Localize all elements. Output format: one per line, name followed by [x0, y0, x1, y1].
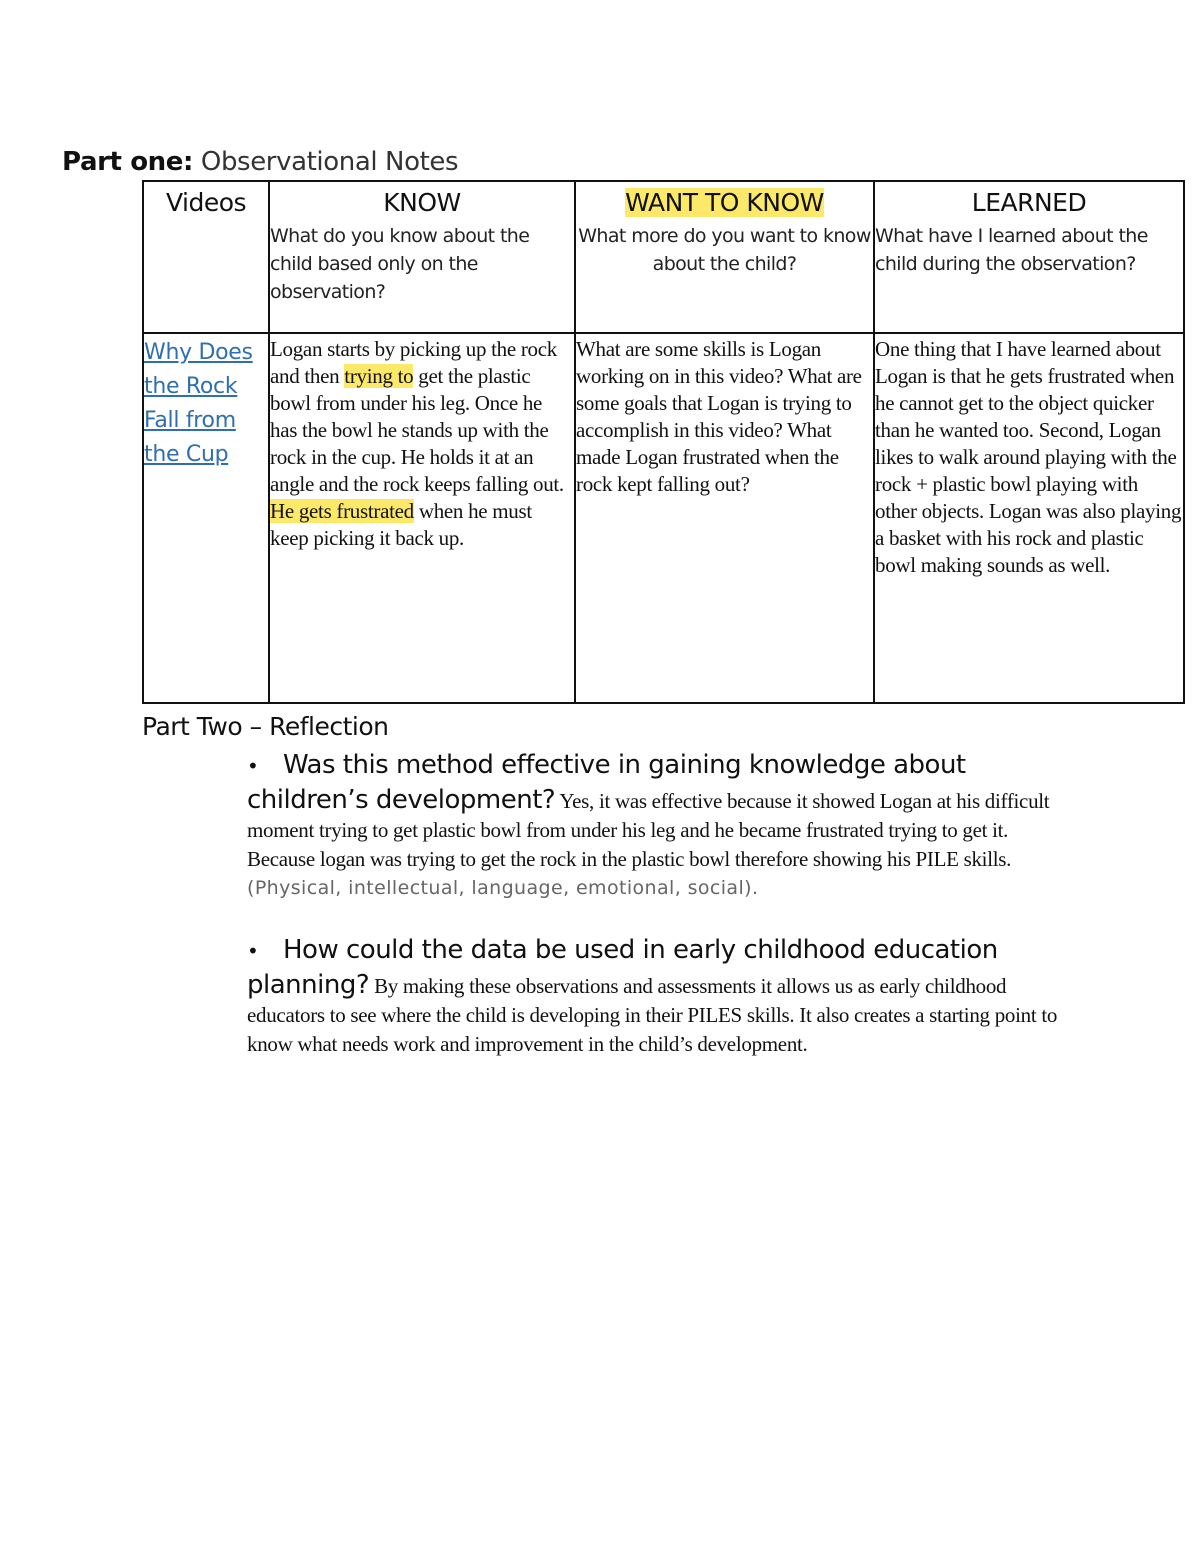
- highlight-trying-to: trying to: [344, 364, 414, 388]
- answer-1-text: Yes, it was effective because it showed Logan at his difficult moment trying to get plastic bowl from under his leg and he became frustrated trying to get it. Because logan was trying to get the rock in the plastic bowl therefore showing his PILE skills.: [247, 789, 1050, 871]
- reflection-question-2: [247, 931, 1077, 1060]
- want-cell: [575, 333, 874, 703]
- answer-2-block: [247, 972, 1077, 1060]
- question-1-text: Was this method effective in gaining knowledge about: [283, 750, 966, 780]
- answer-1-piles: (Physical, intellectual, language, emotional, social).: [247, 877, 759, 899]
- bullet-icon: •: [247, 939, 259, 963]
- question-2-text: How could the data be used in early childhood education: [283, 935, 998, 965]
- want-text: What are some skills is Logan working on in this video? What are some goals that Logan is trying to accomplish in this video? What made Logan frustrated when the rock kept falling out?: [576, 337, 862, 496]
- know-cell: [269, 333, 575, 703]
- part-one-label: Part one:: [62, 147, 194, 177]
- want-header: WANT TO KNOW: [625, 188, 824, 217]
- part-one-heading: [62, 146, 458, 178]
- question-2-continuation: planning?: [247, 970, 370, 1000]
- reflection-question-1: [247, 746, 1077, 903]
- answer-1-block: [247, 787, 1077, 903]
- part-two-heading: Part Two – Reflection: [142, 712, 389, 741]
- highlight-frustrated: He gets frustrated: [270, 499, 414, 523]
- question-1-continuation: children’s development?: [247, 785, 556, 815]
- part-one-title: Observational Notes: [200, 147, 459, 177]
- observation-table: [142, 180, 1185, 704]
- answer-2-text: By making these observations and assessments it allows us as early childhood educators to see where the child is developing in their PILES skills. It also creates a starting point to know what needs work and improvement in the child’s development.: [247, 974, 1058, 1056]
- learned-header-cell: [874, 181, 1184, 333]
- table-row: [143, 333, 1184, 703]
- learned-question: What have I learned about the child during the observation?: [875, 225, 1148, 275]
- want-question: What more do you want to know about the child?: [578, 225, 871, 275]
- video-cell: [143, 333, 269, 703]
- know-text: Logan starts by picking up the rock and then trying to get the plastic bowl from under his leg. Once he has the bowl he stands up with the rock in the cup. He holds it at an angle and the rock keeps falling out. He gets frustrated when he must keep picking it back up.: [270, 337, 564, 550]
- learned-text: One thing that I have learned about Logan is that he gets frustrated when he cannot get to the object quicker than he wanted too. Second, Logan likes to walk around playing with the rock + plastic bowl playing with other objects. Logan was also playing a basket with his rock and plastic bowl making sounds as well.: [875, 337, 1182, 577]
- know-header-cell: [269, 181, 575, 333]
- want-header-cell: [575, 181, 874, 333]
- know-question: What do you know about the child based only on the observation?: [270, 225, 530, 303]
- bullet-icon: •: [247, 754, 259, 778]
- know-header: KNOW: [383, 188, 461, 217]
- learned-header: LEARNED: [971, 188, 1087, 217]
- learned-cell: [874, 333, 1184, 703]
- question-2-line: [247, 931, 1077, 970]
- videos-header: Videos: [165, 188, 247, 217]
- video-link[interactable]: Why Does the Rock Fall from the Cup: [144, 340, 253, 467]
- table-header-row: [143, 181, 1184, 333]
- question-1-line: [247, 746, 1077, 785]
- videos-header-cell: [143, 181, 269, 333]
